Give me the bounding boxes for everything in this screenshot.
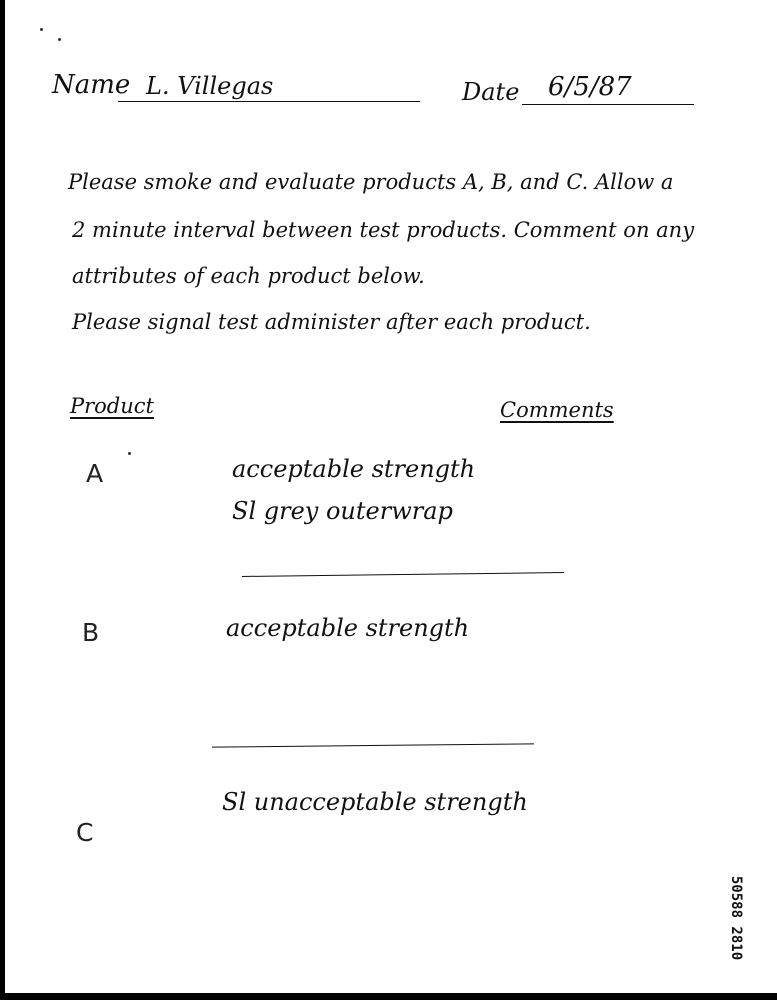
date-label: Date	[462, 78, 520, 106]
name-label: Name	[52, 70, 131, 100]
name-line	[118, 101, 420, 102]
document-id-stamp	[712, 868, 760, 968]
document-id: 50588 2810	[728, 875, 745, 961]
scan-speck	[40, 28, 43, 31]
instruction-line: Please smoke and evaluate products A, B, and C. Allow a	[68, 170, 674, 194]
scan-speck	[58, 38, 61, 41]
separator-line	[242, 572, 564, 577]
instruction-line: 2 minute interval between test products. Comment on any	[72, 218, 695, 242]
date-value: 6/5/87	[548, 72, 632, 102]
product-label-a: A	[86, 459, 104, 488]
scan-edge-bottom	[0, 993, 777, 1000]
comment-a-line-1: acceptable strength	[232, 455, 476, 483]
scan-edge-left	[0, 0, 5, 1000]
instruction-line: Please signal test administer after each product.	[72, 310, 591, 334]
product-column-header: Product	[70, 394, 154, 418]
product-label-b: B	[82, 618, 100, 647]
date-line	[522, 104, 694, 105]
comment-a-line-2: Sl grey outerwrap	[232, 497, 453, 525]
scan-speck	[128, 452, 131, 455]
instruction-line: attributes of each product below.	[72, 264, 425, 288]
name-value: L. Villegas	[146, 72, 274, 100]
product-label-c: C	[76, 818, 94, 847]
separator-line	[212, 743, 534, 747]
comments-column-header: Comments	[500, 398, 614, 422]
comment-b-line-1: acceptable strength	[226, 614, 470, 642]
comment-c-line-1: Sl unacceptable strength	[222, 788, 528, 816]
